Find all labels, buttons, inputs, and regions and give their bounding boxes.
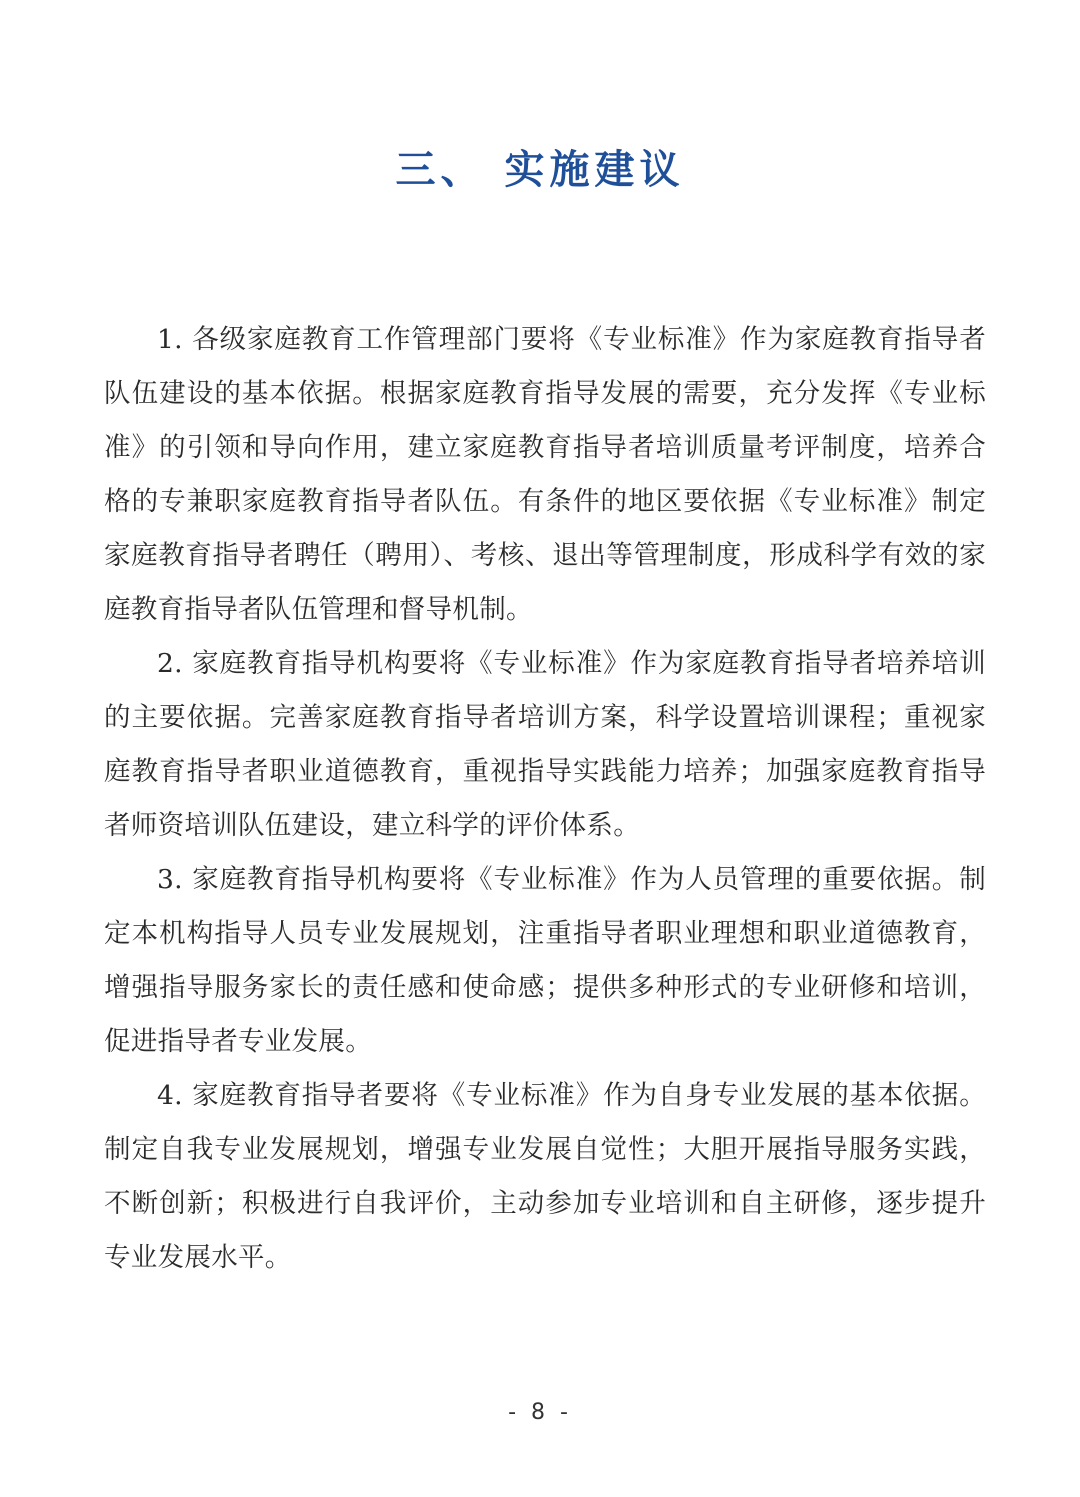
body-text (104, 313, 986, 1285)
paragraph-1: 1. 各级家庭教育工作管理部门要将《专业标准》作为家庭教育指导者队伍建设的基本依据。根据家庭教育指导发展的需要，充分发挥《专业标准》的引领和导向作用，建立家庭教育指导者培训质量考评制度，培养合格的专兼职家庭教育指导者队伍。有条件的地区要依据《专业标准》制定家庭教育指导者聘任（聘用）、考核、退出等管理制度，形成科学有效的家庭教育指导者队伍管理和督导机制。 (104, 324, 986, 625)
page-title: 三、 实施建议 (395, 147, 685, 193)
paragraph-3: 3. 家庭教育指导机构要将《专业标准》作为人员管理的重要依据。制定本机构指导人员专业发展规划，注重指导者职业理想和职业道德教育，增强指导服务家长的责任感和使命感；提供多种形式的专业研修和培训，促进指导者专业发展。 (104, 864, 986, 1057)
paragraph-4: 4. 家庭教育指导者要将《专业标准》作为自身专业发展的基本依据。制定自我专业发展规划，增强专业发展自觉性；大胆开展指导服务实践，不断创新；积极进行自我评价，主动参加专业培训和自主研修，逐步提升专业发展水平。 (104, 1080, 986, 1273)
page-number: - 8 - (508, 1400, 572, 1425)
paragraph-2: 2. 家庭教育指导机构要将《专业标准》作为家庭教育指导者培养培训的主要依据。完善家庭教育指导者培训方案，科学设置培训课程；重视家庭教育指导者职业道德教育，重视指导实践能力培养；加强家庭教育指导者师资培训队伍建设，建立科学的评价体系。 (104, 648, 986, 841)
